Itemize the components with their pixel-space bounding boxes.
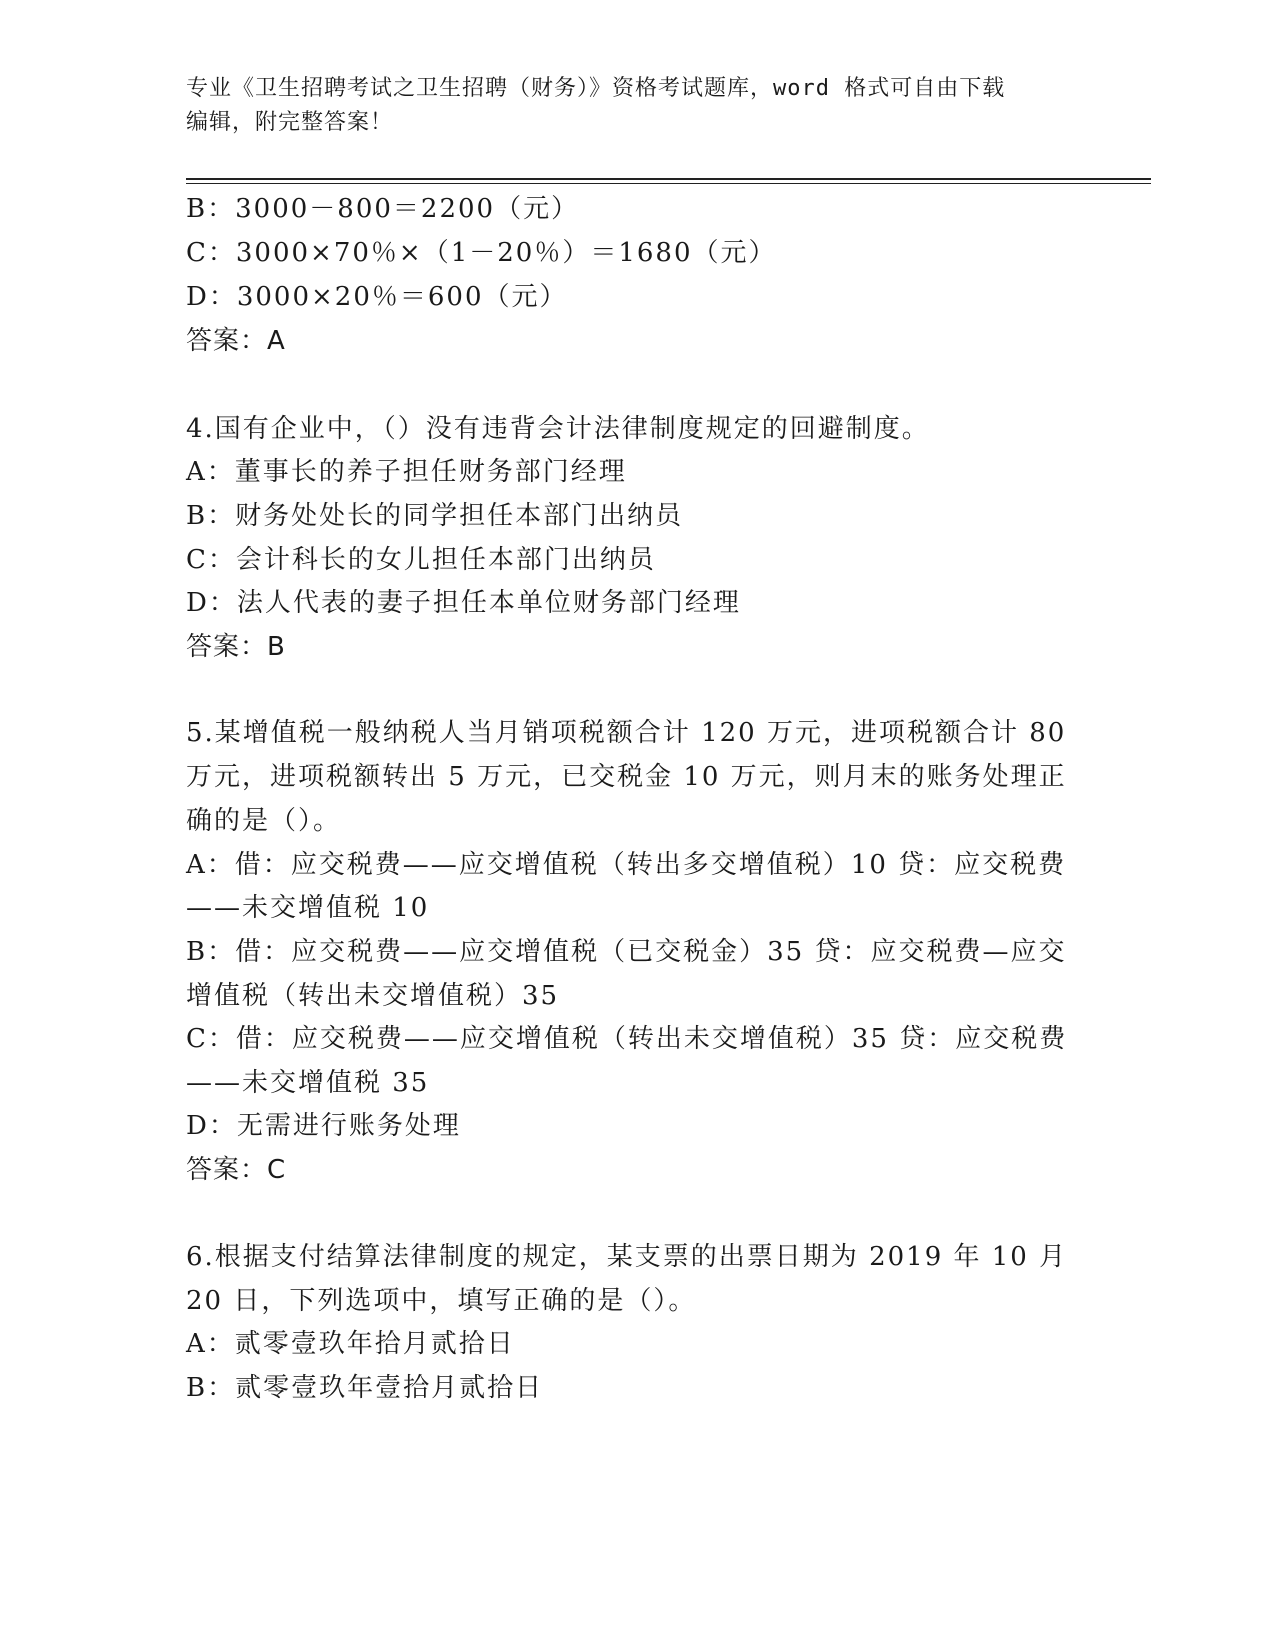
q5-option-a-line-1: A：借：应交税费——应交增值税（转出多交增值税）10 贷：应交税费 [186,850,1067,880]
q3-option-c: C：3000×70％×（1－20％）＝1680（元） [186,238,777,268]
header-line-1: 专业《卫生招聘考试之卫生招聘（财务）》资格考试题库，word 格式可自由下载 [186,76,1006,101]
q4-answer: 答案：B [186,632,286,662]
q5-option-d: D：无需进行账务处理 [186,1111,461,1141]
q3-option-b: B：3000－800＝2200（元） [186,194,580,224]
q6-option-a: A：贰零壹玖年拾月贰拾日 [186,1329,515,1359]
q3-option-d: D：3000×20％＝600（元） [186,282,568,312]
document-header [186,72,1086,140]
q5-stem-line-1: 5.某增值税一般纳税人当月销项税额合计 120 万元，进项税额合计 80 [186,718,1067,748]
q4-option-a: A：董事长的养子担任财务部门经理 [186,457,627,487]
q5-option-c-line-1: C：借：应交税费——应交增值税（转出未交增值税）35 贷：应交税费 [186,1024,1068,1054]
q4-option-b: B：财务处处长的同学担任本部门出纳员 [186,501,684,531]
q3-answer: 答案：A [186,326,286,356]
q4-option-c: C：会计科长的女儿担任本部门出纳员 [186,545,656,575]
q5-stem-line-3: 确的是（）。 [186,806,342,836]
header-divider-thin [186,183,1151,184]
q6-stem-line-2: 20 日，下列选项中，填写正确的是（）。 [186,1286,697,1316]
q6-option-b: B：贰零壹玖年壹拾月贰拾日 [186,1373,544,1403]
q5-option-b-line-2: 增值税（转出未交增值税）35 [186,981,560,1011]
q5-option-a-line-2: ——未交增值税 10 [186,893,430,923]
q6-stem-line-1: 6.根据支付结算法律制度的规定，某支票的出票日期为 2019 年 10 月 [186,1242,1068,1272]
q5-option-c-line-2: ——未交增值税 35 [186,1068,430,1098]
header-line-2: 编辑，附完整答案！ [186,110,394,135]
q5-option-b-line-1: B：借：应交税费——应交增值税（已交税金）35 贷：应交税费—应交 [186,937,1067,967]
q4-stem: 4.国有企业中，（）没有违背会计法律制度规定的回避制度。 [186,414,930,444]
header-divider-thick [186,178,1151,180]
q5-answer: 答案：C [186,1155,287,1185]
q5-stem-line-2: 万元，进项税额转出 5 万元，已交税金 10 万元，则月末的账务处理正 [186,762,1067,792]
q4-option-d: D：法人代表的妻子担任本单位财务部门经理 [186,588,741,618]
